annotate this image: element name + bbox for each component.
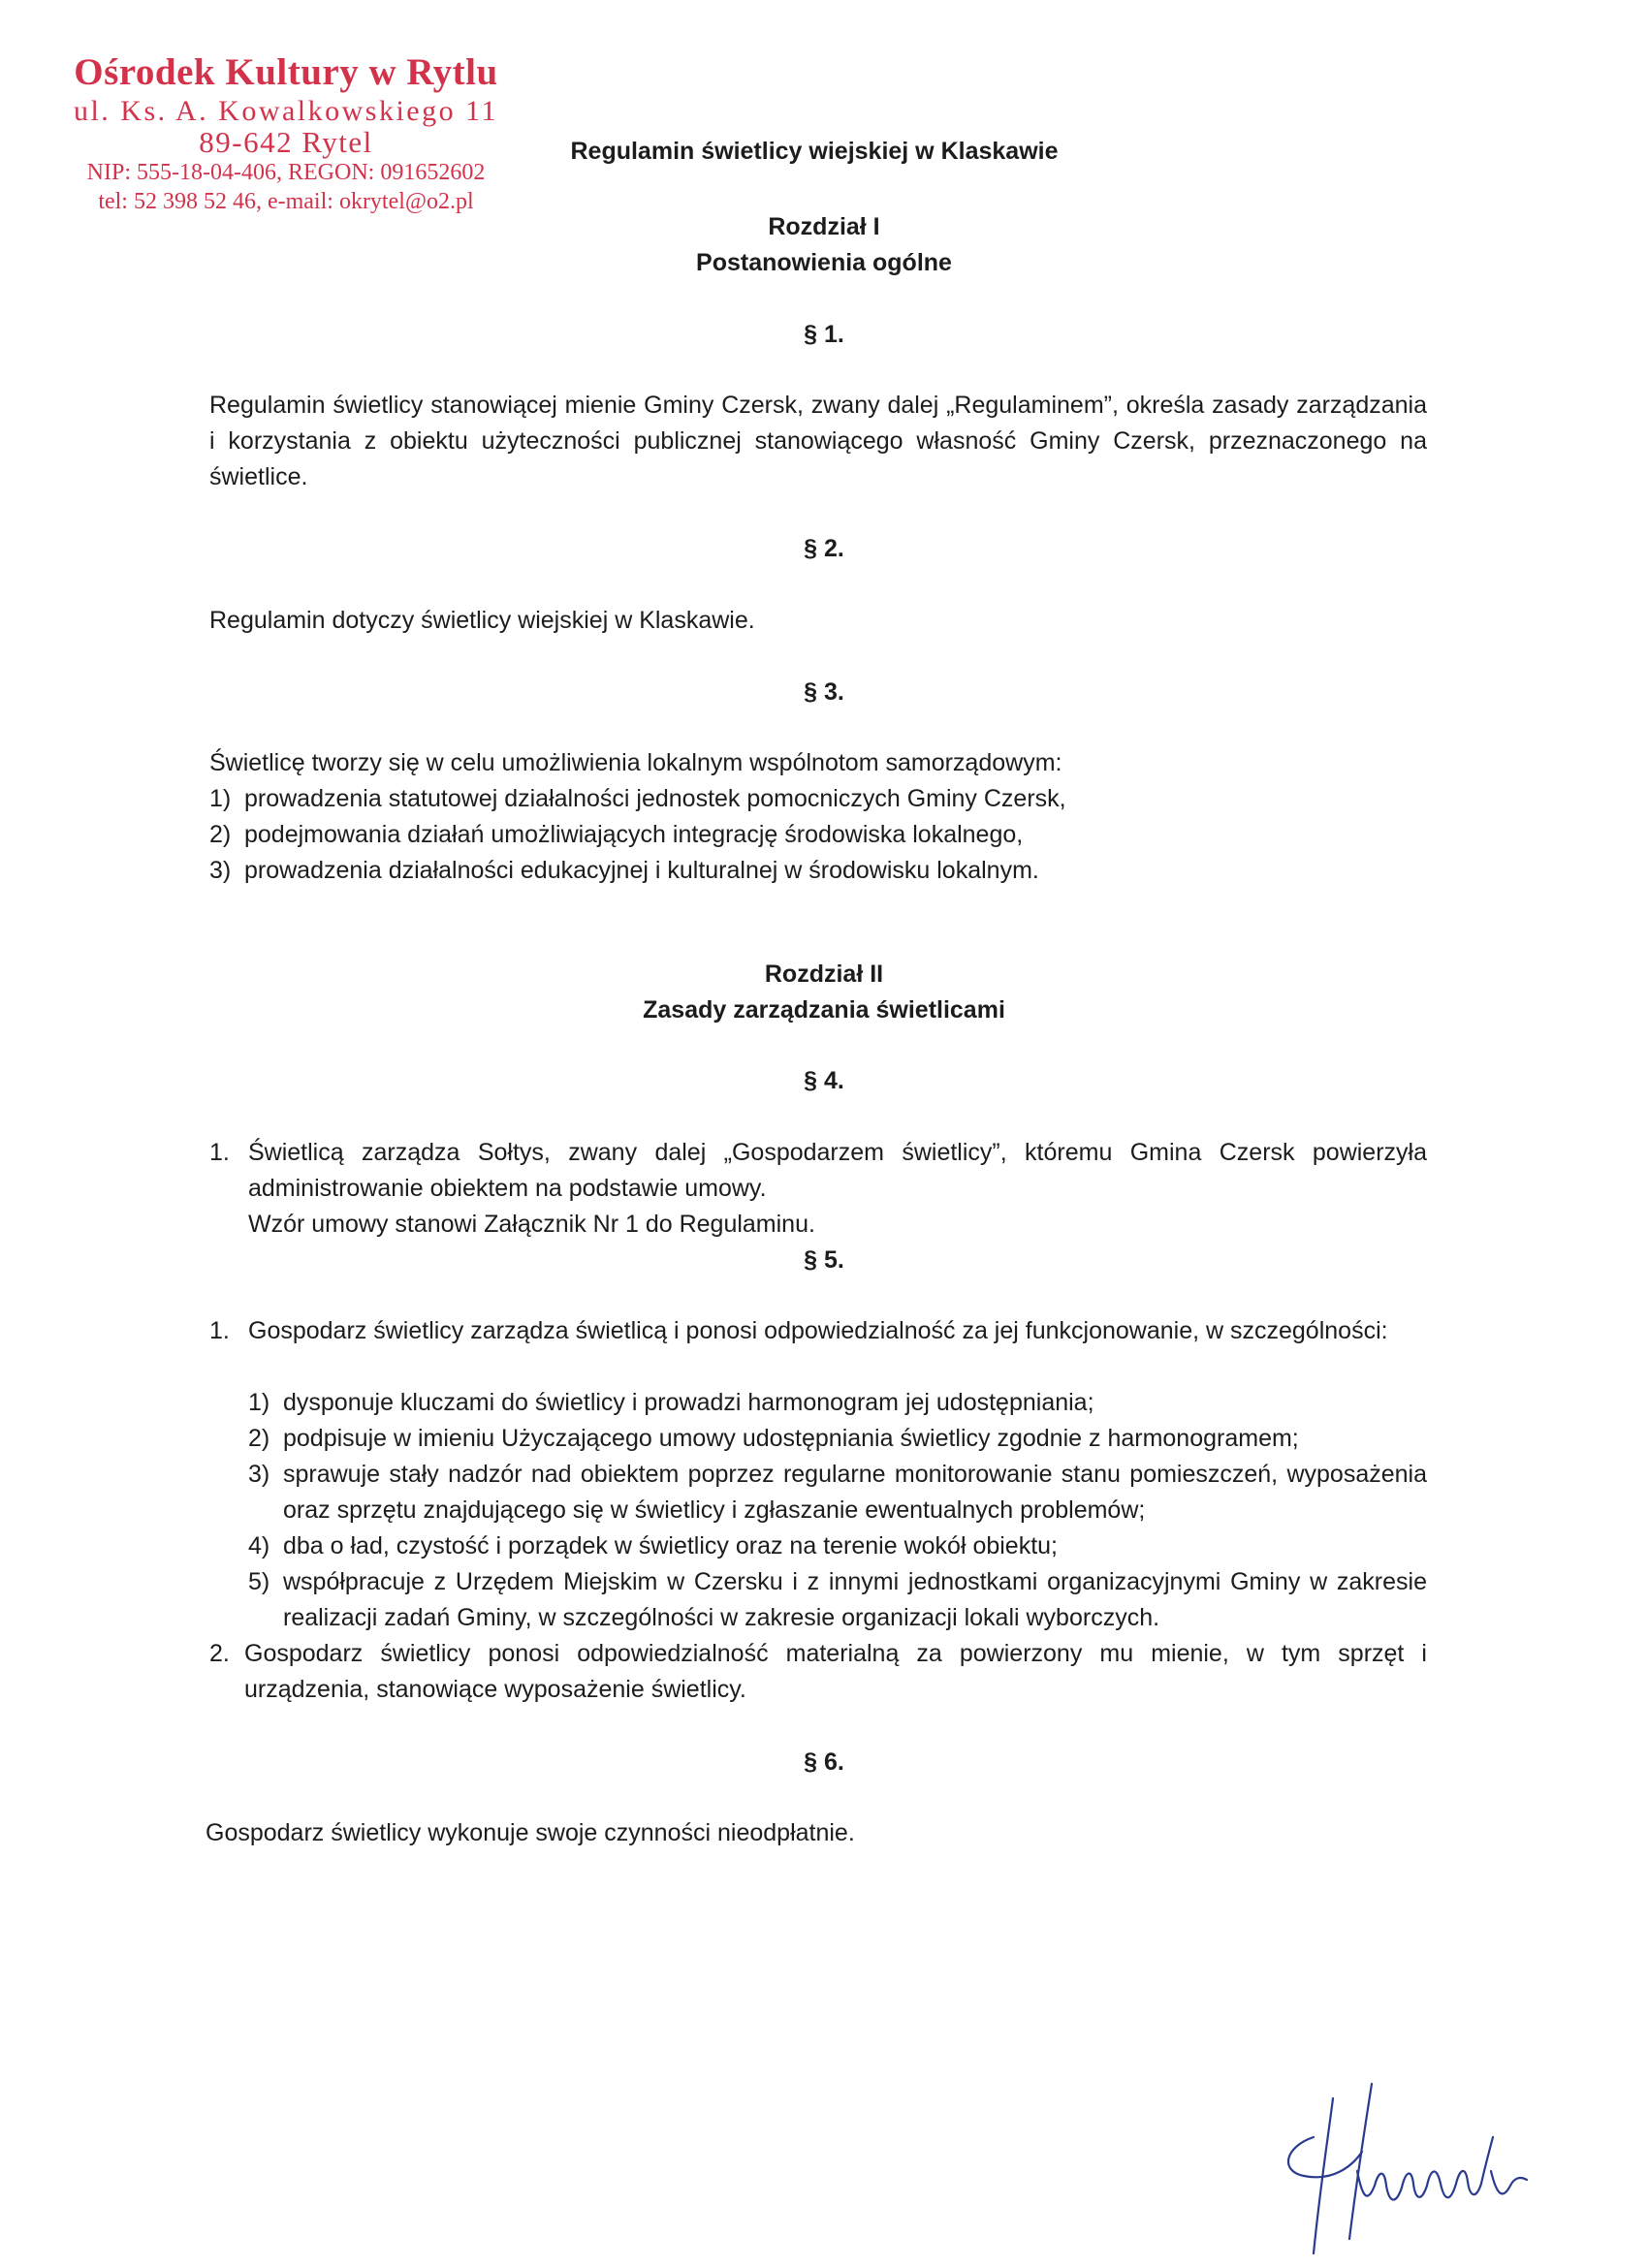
stamp-street: ul. Ks. A. Kowalkowskiego 11 — [73, 95, 499, 127]
list-item — [209, 817, 1023, 853]
list-item-text: sprawuje stały nadzór nad obiektem poprzez regularne monitorowanie stanu pomieszczeń, wyposażenia oraz sprzętu znajdującego się w świetlicy i zgłaszanie ewentualnych problemów; — [283, 1461, 1427, 1524]
list-item-text: dba o ład, czystość i porządek w świetlicy oraz na terenie wokół obiektu; — [283, 1532, 1058, 1559]
section-2-text: Regulamin dotyczy świetlicy wiejskiej w Klaskawie. — [209, 607, 755, 634]
section-4-number: 1. — [209, 1139, 230, 1166]
section-4-text-2: Wzór umowy stanowi Załącznik Nr 1 do Regulaminu. — [248, 1211, 815, 1238]
list-item-text: podpisuje w imieniu Użyczającego umowy udostępniania świetlicy zgodnie z harmonogramem; — [283, 1425, 1299, 1452]
list-item — [248, 1564, 1427, 1636]
list-item-number: 5) — [248, 1568, 270, 1595]
section-1-text: Regulamin świetlicy stanowiącej mienie Gminy Czersk, zwany dalej „Regulaminem”, określa zasady zarządzania i korzystania z obiektu użyteczności publicznej stanowiącego własność Gminy Czersk, przeznaczonego na świetlice. — [209, 392, 1427, 490]
list-item-number: 3) — [209, 857, 232, 884]
section-5-heading: § 5. — [804, 1246, 844, 1274]
list-item-text: prowadzenia statutowej działalności jednostek pomocniczych Gminy Czersk, — [244, 785, 1066, 812]
list-item — [248, 1528, 1058, 1564]
section-3-intro: Świetlicę tworzy się w celu umożliwienia lokalnym wspólnotom samorządowym: — [209, 749, 1062, 776]
section-1-heading: § 1. — [804, 321, 844, 348]
list-item-number: 3) — [248, 1461, 270, 1488]
list-item — [248, 1457, 1427, 1528]
list-item-text: prowadzenia działalności edukacyjnej i kulturalnej w środowisku lokalnym. — [244, 857, 1039, 884]
stamp-nip-regon: NIP: 555-18-04-406, REGON: 091652602 — [86, 160, 486, 185]
list-item — [248, 1385, 1094, 1421]
chapter-1-name: Postanowienia ogólne — [696, 249, 952, 276]
chapter-2-name: Zasady zarządzania świetlicami — [643, 996, 1005, 1024]
section-5-p2-text: Gospodarz świetlicy ponosi odpowiedzialność materialną za powierzony mu mienie, w tym sprzęt i urządzenia, stanowiące wyposażenie świetlicy. — [244, 1640, 1427, 1703]
section-4-heading: § 4. — [804, 1067, 844, 1094]
section-5-p1-text: Gospodarz świetlicy zarządza świetlicą i ponosi odpowiedzialność za jej funkcjonowanie, w szczególności: — [248, 1317, 1388, 1344]
list-item — [248, 1421, 1299, 1457]
chapter-1-label: Rozdział I — [768, 213, 880, 240]
section-4-text: Świetlicą zarządza Sołtys, zwany dalej „Gospodarzem świetlicy”, któremu Gmina Czersk powierzyła administrowanie obiektem na podstawie umowy. — [248, 1139, 1427, 1202]
section-5-p2-number: 2. — [209, 1640, 230, 1667]
section-6-heading: § 6. — [804, 1748, 844, 1776]
organization-stamp — [58, 50, 514, 216]
document-title: Regulamin świetlicy wiejskiej w Klaskawie — [570, 138, 1059, 165]
stamp-contact: tel: 52 398 52 46, e-mail: okrytel@o2.pl — [98, 189, 474, 214]
chapter-2-label: Rozdział II — [764, 961, 884, 988]
list-item-number: 1) — [209, 785, 232, 812]
section-5-p1-number: 1. — [209, 1317, 230, 1344]
list-item-number: 1) — [248, 1389, 270, 1416]
list-item-number: 4) — [248, 1532, 270, 1559]
section-2-heading: § 2. — [804, 535, 844, 562]
list-item-number: 2) — [209, 821, 232, 848]
list-item-number: 2) — [248, 1425, 270, 1452]
stamp-org-name: Ośrodek Kultury w Rytlu — [74, 51, 498, 93]
list-item-text: podejmowania działań umożliwiających integrację środowiska lokalnego, — [244, 821, 1024, 848]
list-item-text: współpracuje z Urzędem Miejskim w Czersku i z innymi jednostkami organizacyjnymi Gminy w zakresie realizacji zadań Gminy, w szczególności w zakresie organizacji lokali wyborczych. — [283, 1568, 1427, 1631]
list-item — [209, 781, 1066, 817]
stamp-city: 89-642 Rytel — [199, 125, 373, 159]
section-3-heading: § 3. — [804, 678, 844, 706]
section-6-text: Gospodarz świetlicy wykonuje swoje czynności nieodpłatnie. — [206, 1819, 855, 1846]
list-item-text: dysponuje kluczami do świetlicy i prowadzi harmonogram jej udostępniania; — [283, 1389, 1094, 1416]
handwritten-signature — [1260, 2079, 1551, 2268]
list-item — [209, 853, 1039, 889]
